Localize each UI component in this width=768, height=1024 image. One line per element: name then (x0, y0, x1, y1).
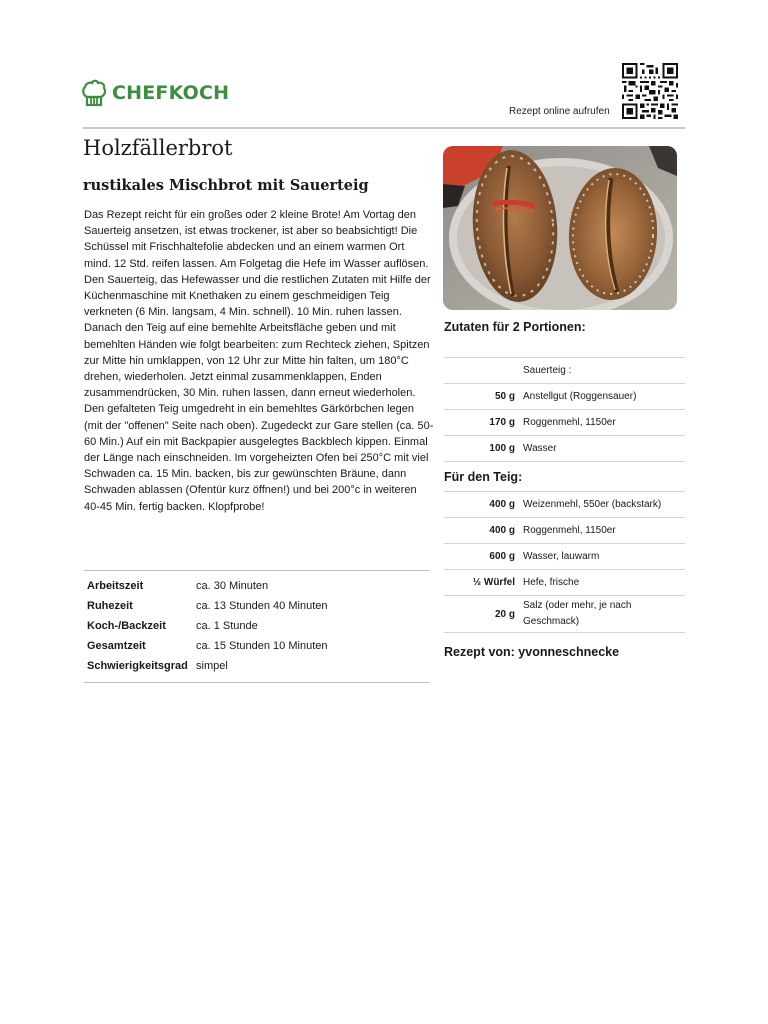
meta-label: Schwierigkeitsgrad (87, 660, 188, 672)
ingredient-name: Salz (oder mehr, je nach Geschmack) (523, 600, 632, 627)
ingredient-row (444, 517, 685, 543)
meta-row-backzeit (84, 616, 429, 636)
ingredient-amount: 100 g (489, 443, 515, 454)
recipe-photo (443, 146, 677, 310)
ingredient-name: Roggenmehl, 1150er (523, 416, 616, 428)
meta-value: ca. 1 Stunde (196, 620, 258, 632)
meta-value: ca. 15 Stunden 10 Minuten (196, 640, 328, 652)
ingredient-name: Anstellgut (Roggensauer) (523, 390, 637, 402)
ingredient-amount: 600 g (489, 551, 515, 562)
meta-label: Koch-/Backzeit (87, 620, 166, 632)
meta-label: Arbeitszeit (87, 580, 144, 592)
online-recipe-link[interactable]: Rezept online aufrufen (509, 106, 610, 117)
brand-name: CHEFKOCH (112, 82, 230, 104)
ingredient-name: Wasser, lauwarm (523, 550, 600, 562)
ingredients-heading: Zutaten für 2 Portionen: (444, 320, 586, 334)
meta-row-gesamtzeit (84, 636, 429, 656)
ingredient-amount: 50 g (494, 391, 515, 402)
recipe-instructions (84, 207, 434, 515)
header-divider (83, 127, 685, 129)
meta-value: ca. 30 Minuten (196, 580, 269, 592)
ingredient-amount: 170 g (489, 417, 515, 428)
ingredient-amount: 20 g (494, 608, 515, 620)
ingredient-name: Wasser (523, 442, 557, 454)
ingredient-name: Sauerteig : (523, 364, 572, 376)
instruction-paragraph: Den gefalteten Teig umgedreht in ein bemehltes Gärkörbchen legen (mit der "offenen" Seite nach oben). Zugedeckt zur Gare stellen (ca. 50-60 Min.) Auf ein mit Backpapier ausgelegtes Backblech kippen. Einmal der Länge nach einschneiden. Im vorgeheizten Ofen bei 250°C mit viel Schwaden ca. 15 Min. backen, bis zur gewünschten Bräune, dann Schwaden ablassen (Ofentür kurz öffnen!) und bei 200°c in weiteren 40-45 Min. fertig backen. Klopfprobe! (84, 403, 434, 513)
ingredient-row (444, 491, 685, 517)
instruction-paragraph: Das Rezept reicht für ein großes oder 2 kleine Brote! Am Vortag den Sauerteig ansetzen, ist etwas trockener, ist aber so beabsichtigt! Die Schüssel mit Frischhaltefolie abdecken und an einem warmen Ort mind. 12 Std. reifen lassen. Am Folgetag die Hefe im Wasser auflösen. Den Sauerteig, das Hefewasser und die restlichen Zutaten mit Hilfe der Küchenmaschine mit Knethaken zu einem geschmeidigen Teig verkneten (6 Min. langsam, 4 Min. schnell). 10 Min. ruhen lassen. (84, 209, 431, 319)
sauerteig-ingredients-list (444, 357, 685, 462)
recipe-subtitle: rustikales Mischbrot mit Sauerteig (83, 177, 369, 194)
ingredient-row (444, 383, 685, 409)
ingredient-row (444, 595, 685, 633)
ingredient-row (444, 569, 685, 595)
meta-label: Gesamtzeit (87, 640, 146, 652)
ingredient-name: Weizenmehl, 550er (backstark) (523, 498, 662, 510)
ingredient-name: Roggenmehl, 1150er (523, 524, 616, 536)
recipe-author[interactable]: Rezept von: yvonneschnecke (444, 645, 620, 659)
dough-heading: Für den Teig: (444, 470, 523, 484)
ingredient-row (444, 357, 685, 383)
chefkoch-logo[interactable] (82, 79, 229, 107)
ingredient-amount: ½ Würfel (472, 577, 515, 588)
ingredient-row (444, 409, 685, 435)
ingredient-amount: 400 g (489, 499, 515, 510)
meta-row-schwierigkeitsgrad (84, 656, 429, 676)
meta-value: ca. 13 Stunden 40 Minuten (196, 600, 328, 612)
meta-value: simpel (196, 660, 228, 672)
teig-ingredients-list (444, 491, 685, 633)
recipe-title: Holzfällerbrot (83, 136, 233, 160)
ingredient-row (444, 543, 685, 569)
qr-code-icon[interactable] (622, 63, 678, 119)
meta-row-arbeitszeit (84, 576, 429, 596)
chef-hat-icon (82, 79, 106, 107)
ingredient-row (444, 435, 685, 462)
meta-row-ruhezeit (84, 596, 429, 616)
instruction-paragraph: Danach den Teig auf eine bemehlte Arbeitsfläche geben und mit bemehlten Händen wie folgt bearbeiten: zum Rechteck ziehen, Spitzen zur Mitte hin umklappen, von 12 Uhr zur Mitte hin falten, um 180°C drehen, wiederholen. Jetzt einmal zusammenklappen, Enden zusammendrücken, 30 Min. ruhen lassen, dann erneut wiederholen. (84, 322, 430, 400)
recipe-meta-table (84, 570, 429, 683)
meta-label: Ruhezeit (87, 600, 133, 612)
ingredient-name: Hefe, frische (523, 576, 580, 588)
ingredient-amount: 400 g (489, 525, 515, 536)
